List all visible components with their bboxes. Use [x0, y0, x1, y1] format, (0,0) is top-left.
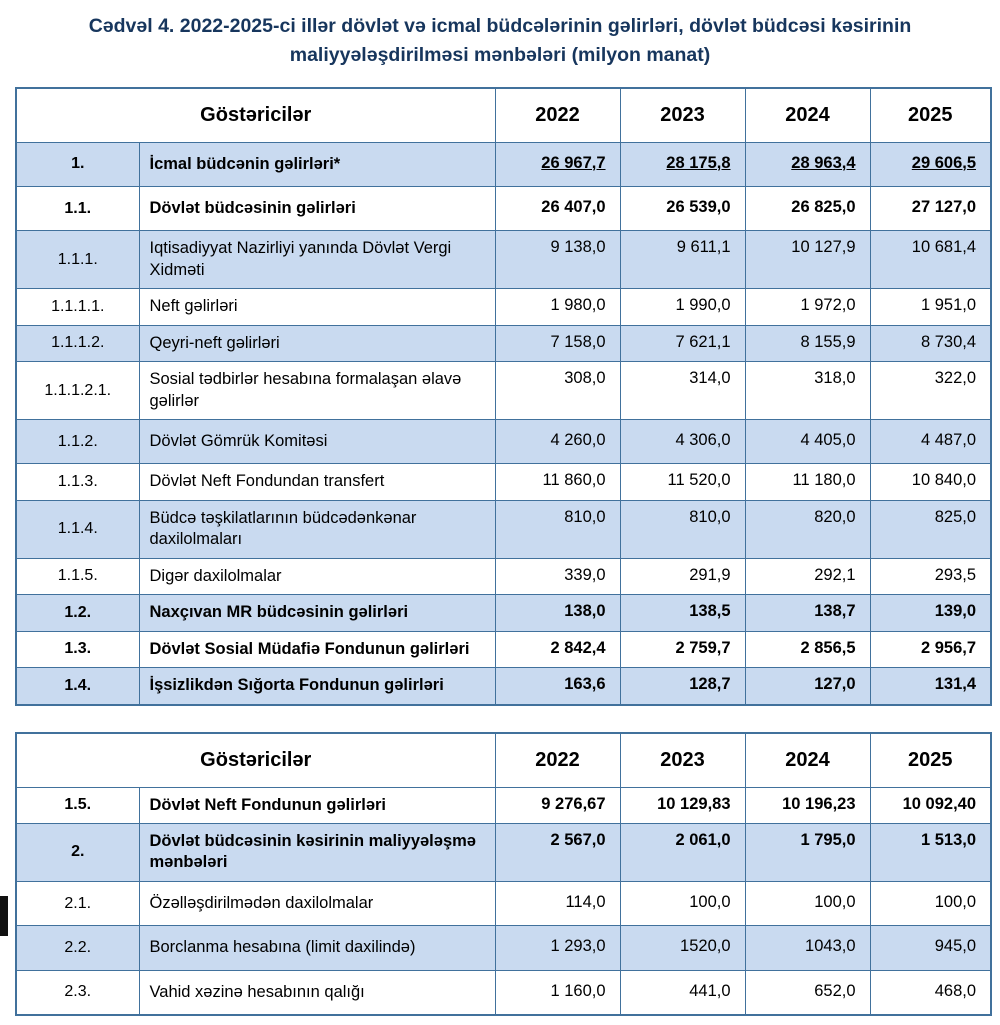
value-2022: 138,0 [495, 595, 620, 631]
value-2025: 27 127,0 [870, 186, 991, 230]
row-number: 1.2. [16, 595, 139, 631]
value-2024: 100,0 [745, 881, 870, 925]
value-2023: 1 990,0 [620, 289, 745, 325]
value-2023: 2 759,7 [620, 631, 745, 667]
value-2022: 26 967,7 [495, 142, 620, 186]
value-2024: 652,0 [745, 970, 870, 1015]
value-2022: 2 842,4 [495, 631, 620, 667]
table-2-body [16, 787, 991, 1015]
row-number: 1.1.1. [16, 231, 139, 289]
value-2024: 1043,0 [745, 926, 870, 970]
row-number: 1.5. [16, 787, 139, 823]
row-number: 1. [16, 142, 139, 186]
column-header-2022: 2022 [495, 88, 620, 143]
table-row [16, 558, 991, 594]
row-indicator-label: Qeyri-neft gəlirləri [139, 325, 495, 361]
value-2025: 131,4 [870, 668, 991, 705]
value-2025: 4 487,0 [870, 420, 991, 464]
value-2024: 26 825,0 [745, 186, 870, 230]
value-2022: 339,0 [495, 558, 620, 594]
value-2025: 825,0 [870, 500, 991, 558]
table-row [16, 142, 991, 186]
table-row [16, 631, 991, 667]
row-indicator-label: Naxçıvan MR büdcəsinin gəlirləri [139, 595, 495, 631]
value-2023: 9 611,1 [620, 231, 745, 289]
header-row [16, 733, 991, 788]
row-indicator-label: İcmal büdcənin gəlirləri* [139, 142, 495, 186]
value-2022: 308,0 [495, 362, 620, 420]
table-row [16, 823, 991, 881]
column-header-indicators: Göstəricilər [16, 733, 495, 788]
table-row [16, 881, 991, 925]
row-number: 1.1.1.1. [16, 289, 139, 325]
row-number: 1.4. [16, 668, 139, 705]
value-2023: 1520,0 [620, 926, 745, 970]
table-row [16, 668, 991, 705]
value-2023: 10 129,83 [620, 787, 745, 823]
row-number: 2.1. [16, 881, 139, 925]
value-2025: 468,0 [870, 970, 991, 1015]
value-2025: 139,0 [870, 595, 991, 631]
value-2022: 9 138,0 [495, 231, 620, 289]
budget-table-2 [15, 732, 992, 1017]
column-header-2025: 2025 [870, 88, 991, 143]
value-2024: 318,0 [745, 362, 870, 420]
value-2023: 7 621,1 [620, 325, 745, 361]
table-row [16, 420, 991, 464]
value-2022: 2 567,0 [495, 823, 620, 881]
value-2025: 10 092,40 [870, 787, 991, 823]
value-2022: 7 158,0 [495, 325, 620, 361]
value-2025: 10 681,4 [870, 231, 991, 289]
value-2023: 128,7 [620, 668, 745, 705]
value-2023: 4 306,0 [620, 420, 745, 464]
row-indicator-label: Dövlət Neft Fondundan transfert [139, 464, 495, 500]
column-header-2025: 2025 [870, 733, 991, 788]
value-2022: 163,6 [495, 668, 620, 705]
table-row [16, 787, 991, 823]
row-indicator-label: Dövlət büdcəsinin gəlirləri [139, 186, 495, 230]
column-header-2023: 2023 [620, 88, 745, 143]
value-2024: 1 972,0 [745, 289, 870, 325]
header-row [16, 88, 991, 143]
table-row [16, 926, 991, 970]
row-indicator-label: Dövlət Gömrük Komitəsi [139, 420, 495, 464]
row-indicator-label: Vahid xəzinə hesabının qalığı [139, 970, 495, 1015]
row-number: 1.1.2. [16, 420, 139, 464]
value-2022: 1 293,0 [495, 926, 620, 970]
value-2023: 810,0 [620, 500, 745, 558]
value-2022: 1 980,0 [495, 289, 620, 325]
value-2024: 8 155,9 [745, 325, 870, 361]
value-2024: 28 963,4 [745, 142, 870, 186]
value-2024: 138,7 [745, 595, 870, 631]
value-2023: 11 520,0 [620, 464, 745, 500]
row-indicator-label: Dövlət Neft Fondunun gəlirləri [139, 787, 495, 823]
column-header-indicators: Göstəricilər [16, 88, 495, 143]
table-row [16, 500, 991, 558]
value-2025: 322,0 [870, 362, 991, 420]
value-2024: 820,0 [745, 500, 870, 558]
value-2022: 4 260,0 [495, 420, 620, 464]
table-1-body [16, 142, 991, 705]
table-row [16, 362, 991, 420]
row-indicator-label: Dövlət Sosial Müdafiə Fondunun gəlirləri [139, 631, 495, 667]
value-2023: 2 061,0 [620, 823, 745, 881]
row-number: 1.1. [16, 186, 139, 230]
value-2025: 945,0 [870, 926, 991, 970]
row-number: 2.2. [16, 926, 139, 970]
column-header-2023: 2023 [620, 733, 745, 788]
column-header-2024: 2024 [745, 733, 870, 788]
row-indicator-label: Büdcə təşkilatlarının büdcədənkənar daxilolmaları [139, 500, 495, 558]
value-2025: 8 730,4 [870, 325, 991, 361]
row-number: 1.1.5. [16, 558, 139, 594]
value-2024: 1 795,0 [745, 823, 870, 881]
value-2024: 2 856,5 [745, 631, 870, 667]
row-indicator-label: Borclanma hesabına (limit daxilində) [139, 926, 495, 970]
value-2022: 114,0 [495, 881, 620, 925]
row-number: 1.1.1.2. [16, 325, 139, 361]
row-indicator-label: Özəlləşdirilmədən daxilolmalar [139, 881, 495, 925]
value-2023: 100,0 [620, 881, 745, 925]
value-2024: 4 405,0 [745, 420, 870, 464]
value-2025: 293,5 [870, 558, 991, 594]
table-row [16, 595, 991, 631]
value-2025: 1 951,0 [870, 289, 991, 325]
value-2022: 9 276,67 [495, 787, 620, 823]
value-2023: 138,5 [620, 595, 745, 631]
row-indicator-label: Iqtisadiyyat Nazirliyi yanında Dövlət Vergi Xidməti [139, 231, 495, 289]
budget-table-1 [15, 87, 992, 706]
value-2023: 28 175,8 [620, 142, 745, 186]
value-2024: 127,0 [745, 668, 870, 705]
value-2025: 100,0 [870, 881, 991, 925]
value-2024: 292,1 [745, 558, 870, 594]
value-2022: 1 160,0 [495, 970, 620, 1015]
row-number: 1.1.4. [16, 500, 139, 558]
row-indicator-label: Digər daxilolmalar [139, 558, 495, 594]
value-2023: 441,0 [620, 970, 745, 1015]
column-header-2024: 2024 [745, 88, 870, 143]
row-indicator-label: Sosial tədbirlər hesabına formalaşan əlavə gəlirlər [139, 362, 495, 420]
table-row [16, 186, 991, 230]
row-number: 1.1.1.2.1. [16, 362, 139, 420]
value-2022: 26 407,0 [495, 186, 620, 230]
scan-artifact-mark [0, 896, 8, 936]
table-row [16, 464, 991, 500]
row-number: 2.3. [16, 970, 139, 1015]
value-2022: 810,0 [495, 500, 620, 558]
page-title: Cədvəl 4. 2022-2025-ci illər dövlət və icmal büdcələrinin gəlirləri, dövlət büdcəsi kəsirinin maliyyələşdirilməsi mənbələri (milyon manat) [88, 15, 912, 67]
value-2022: 11 860,0 [495, 464, 620, 500]
row-number: 1.1.3. [16, 464, 139, 500]
value-2024: 11 180,0 [745, 464, 870, 500]
row-indicator-label: İşsizlikdən Sığorta Fondunun gəlirləri [139, 668, 495, 705]
table-row [16, 325, 991, 361]
value-2025: 1 513,0 [870, 823, 991, 881]
row-indicator-label: Dövlət büdcəsinin kəsirinin maliyyələşmə mənbələri [139, 823, 495, 881]
value-2025: 10 840,0 [870, 464, 991, 500]
table-row [16, 231, 991, 289]
value-2024: 10 127,9 [745, 231, 870, 289]
column-header-2022: 2022 [495, 733, 620, 788]
table-row [16, 289, 991, 325]
row-indicator-label: Neft gəlirləri [139, 289, 495, 325]
table-row [16, 970, 991, 1015]
value-2023: 291,9 [620, 558, 745, 594]
row-number: 1.3. [16, 631, 139, 667]
value-2024: 10 196,23 [745, 787, 870, 823]
value-2025: 29 606,5 [870, 142, 991, 186]
value-2025: 2 956,7 [870, 631, 991, 667]
value-2023: 26 539,0 [620, 186, 745, 230]
row-number: 2. [16, 823, 139, 881]
value-2023: 314,0 [620, 362, 745, 420]
